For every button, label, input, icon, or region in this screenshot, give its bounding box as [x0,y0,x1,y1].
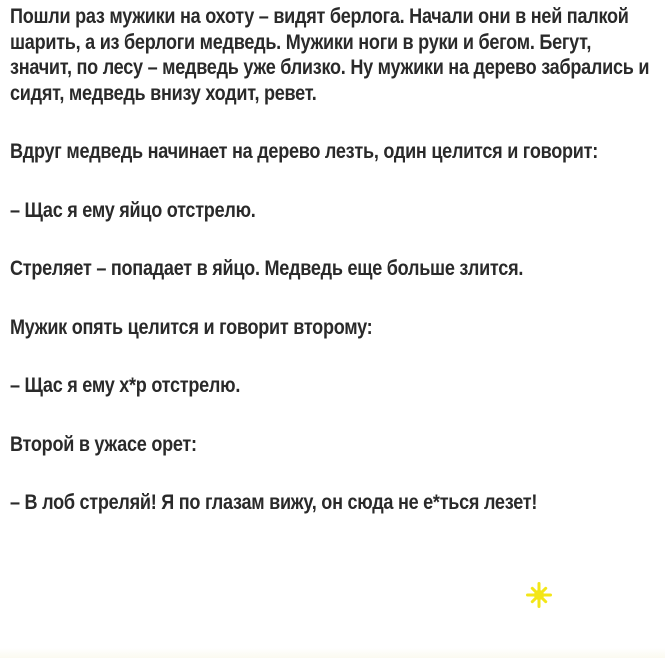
yellow-stain-icon [524,580,554,610]
paragraph-aims-again: Мужик опять целится и говорит второму: [10,315,373,339]
paragraph-first-shot-line: – Щас я ему яйцо отстрелю. [10,198,256,222]
paragraph-punchline: – В лоб стреляй! Я по глазам вижу, он сюда не е*ться лезет! [10,491,538,514]
paragraph-second-shot-line: – Щас я ему х*р отстрелю. [10,374,241,397]
paragraph-shot-result: Стреляет – попадает в яйцо. Медведь еще больше злится. [10,257,524,280]
bottom-band [0,648,665,658]
paragraph-intro: Пошли раз мужики на охоту – видят берлога. Начали они в ней палкой шарить, а из берлоги медведь. Мужики ноги в руки и бегом. Бегут, значит, по лесу – медведь уже близко. Ну мужики на дерево забрались и сидят, медведь внизу ходит, ревет. [10,5,650,105]
paragraph-bear-climbs: Вдруг медведь начинает на дерево лезть, один целится и говорит: [10,140,598,163]
joke-text [10,4,650,516]
paragraph-second-man-shouts: Второй в ужасе орет: [10,432,197,456]
